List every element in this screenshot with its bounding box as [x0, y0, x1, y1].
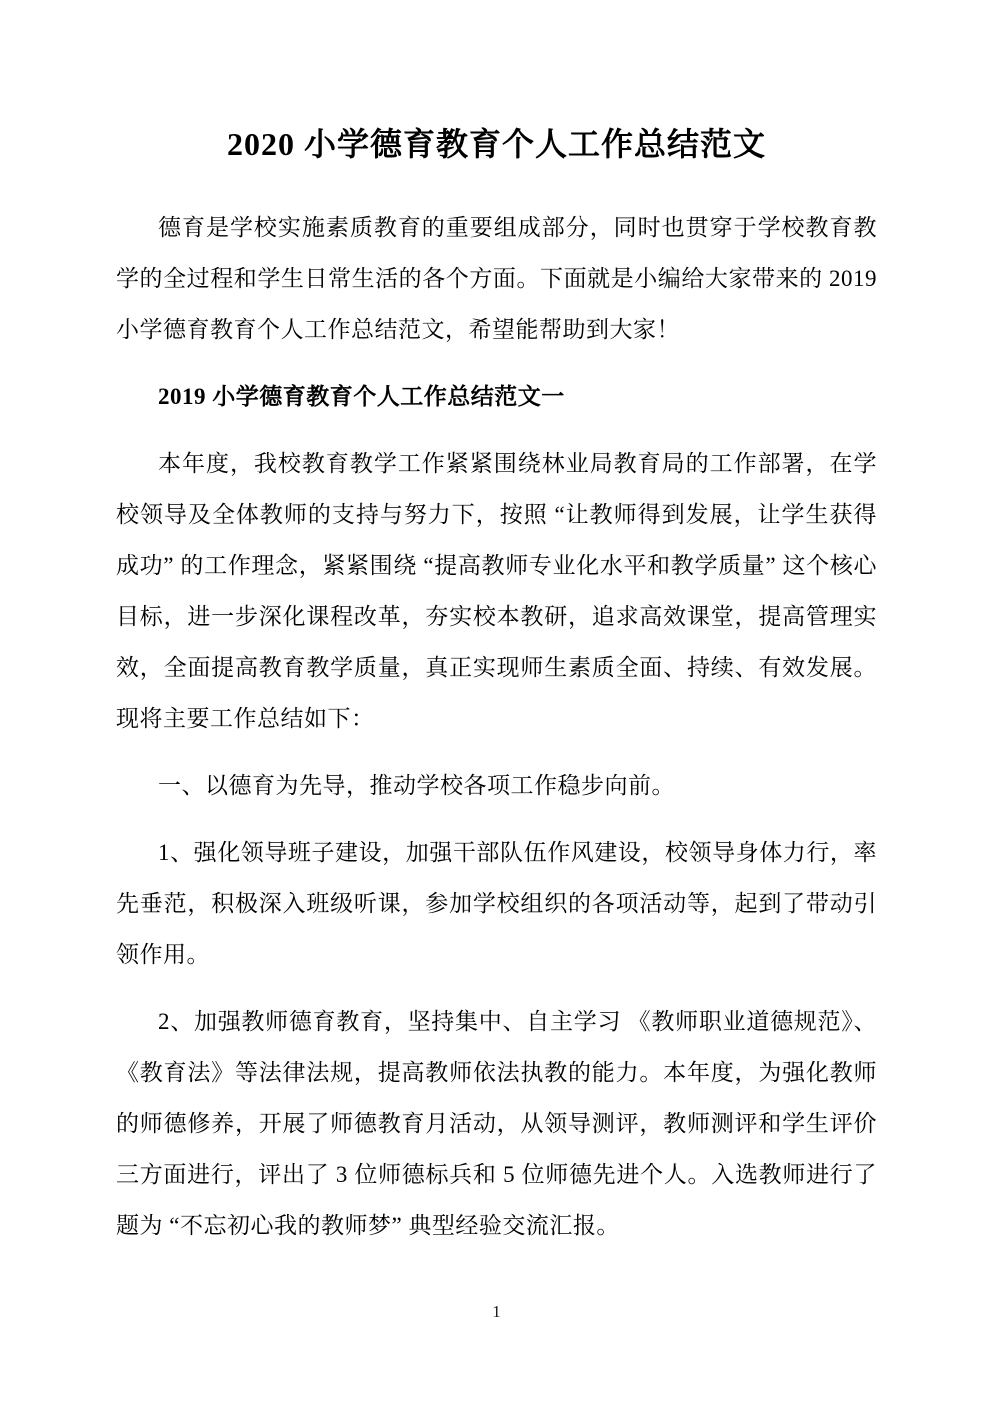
- document-title: 2020 小学德育教育个人工作总结范文: [226, 126, 766, 162]
- section-heading: 2019 小学德育教育个人工作总结范文一: [158, 384, 565, 409]
- paragraph-intro: 德育是学校实施素质教育的重要组成部分，同时也贯穿于学校教育教学的全过程和学生日常生活的各个方面。下面就是小编给大家带来的 2019 小学德育教育个人工作总结范文，希望能帮助到大家！: [116, 215, 877, 342]
- paragraph-point-one: 一、以德育为先导，推动学校各项工作稳步向前。: [158, 773, 675, 798]
- paragraph-item-2: 2、加强教师德育教育，坚持集中、自主学习 《教师职业道德规范》、《教育法》等法律法规，提高教师依法执教的能力。本年度，为强化教师的师德修养，开展了师德教育月活动，从领导测评，教师测评和学生评价三方面进行，评出了 3 位师德标兵和 5 位师德先进个人。入选教师进行了题为 “不忘初心我的教师梦” 典型经验交流汇报。: [116, 1009, 877, 1238]
- paragraph-item-1: 1、强化领导班子建设，加强干部队伍作风建设，校领导身体力行，率先垂范，积极深入班级听课，参加学校组织的各项活动等，起到了带动引领作用。: [116, 840, 877, 967]
- page-number: 1: [492, 1302, 501, 1321]
- paragraph-overview: 本年度，我校教育教学工作紧紧围绕林业局教育局的工作部署，在学校领导及全体教师的支持与努力下，按照 “让教师得到发展，让学生获得成功” 的工作理念，紧紧围绕 “提高教师专业化水平和教学质量” 这个核心目标，进一步深化课程改革，夯实校本教研，追求高效课堂，提高管理实效，全面提高教育教学质量，真正实现师生素质全面、持续、有效发展。现将主要工作总结如下：: [116, 451, 877, 731]
